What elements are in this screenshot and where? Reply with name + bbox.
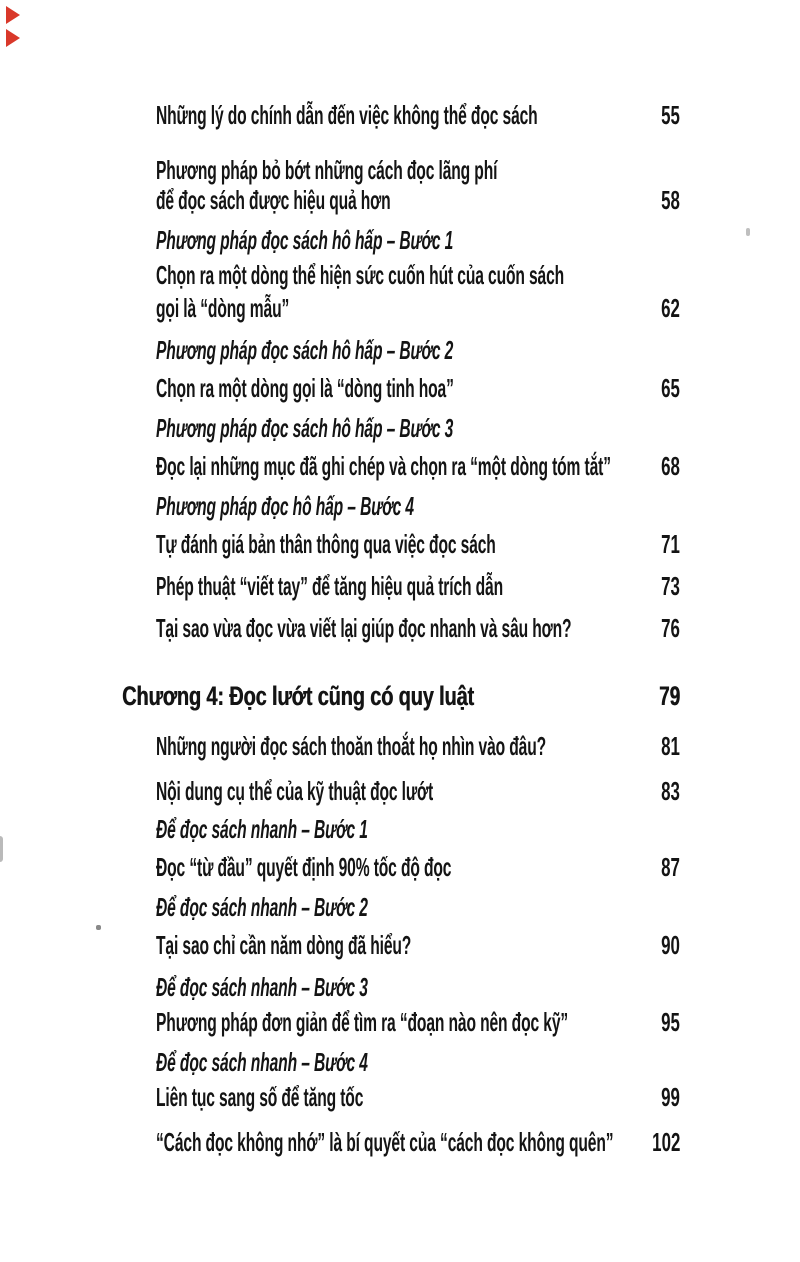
- toc-step-label: Phương pháp đọc sách hô hấp – Bước 2: [156, 335, 454, 365]
- toc-entry-title: Những lý do chính dẫn đến việc không thể đọc sách: [156, 100, 538, 130]
- toc-entry-title: “Cách đọc không nhớ” là bí quyết của “cách đọc không quên”: [156, 1127, 614, 1157]
- toc-entry-page-number: 65: [661, 373, 680, 403]
- toc-entry-page-number: 73: [661, 571, 680, 601]
- toc-entry-title: Những người đọc sách thoăn thoắt họ nhìn vào đâu?: [156, 731, 547, 761]
- toc-step-row: [0, 491, 800, 521]
- toc-entry-page-number: 83: [661, 776, 680, 806]
- toc-entry-row: [0, 1082, 800, 1112]
- toc-entry-page-number: 62: [661, 293, 680, 323]
- toc-entry-page-number: 55: [661, 100, 680, 130]
- toc-entry-row: [0, 529, 800, 559]
- toc-entry-page-number: 81: [661, 731, 680, 761]
- toc-entry-row: [0, 1007, 800, 1037]
- toc-step-row: [0, 413, 800, 443]
- toc-entry-title: Chọn ra một dòng thể hiện sức cuốn hút của cuốn sách: [156, 260, 565, 290]
- red-triangle-icon: [6, 29, 20, 47]
- toc-entry-row: [0, 155, 800, 185]
- toc-step-label: Phương pháp đọc sách hô hấp – Bước 1: [156, 225, 454, 255]
- toc-step-row: [0, 1047, 800, 1077]
- toc-entry-title: Nội dung cụ thể của kỹ thuật đọc lướt: [156, 776, 434, 806]
- toc-entry-row: [0, 260, 800, 290]
- toc-entry-title: Phép thuật “viết tay” để tăng hiệu quả trích dẫn: [156, 571, 504, 601]
- red-corner-marks: [6, 6, 20, 52]
- toc-entry-row: [0, 571, 800, 601]
- toc-entry-row: [0, 1127, 800, 1157]
- toc-step-label: Phương pháp đọc sách hô hấp – Bước 3: [156, 413, 454, 443]
- toc-entry-page-number: 87: [661, 852, 680, 882]
- toc-entry-row: [0, 776, 800, 806]
- toc-entry-page-number: 95: [661, 1007, 680, 1037]
- toc-step-label: Để đọc sách nhanh – Bước 1: [156, 814, 368, 844]
- toc-entry-page-number: 58: [661, 185, 680, 215]
- toc-entry-row: [0, 373, 800, 403]
- toc-entry-title: Đọc lại những mục đã ghi chép và chọn ra “một dòng tóm tắt”: [156, 451, 611, 481]
- toc-step-row: [0, 892, 800, 922]
- toc-entry-page-number: 76: [661, 613, 680, 643]
- toc-entry-page-number: 99: [661, 1082, 680, 1112]
- toc-entry-title: gọi là “dòng mẫu”: [156, 293, 290, 323]
- toc-step-label: Phương pháp đọc hô hấp – Bước 4: [156, 491, 414, 521]
- toc-entry-page-number: 71: [661, 529, 680, 559]
- toc-step-row: [0, 814, 800, 844]
- toc-entry-title: Tại sao vừa đọc vừa viết lại giúp đọc nhanh và sâu hơn?: [156, 613, 572, 643]
- toc-entry-title: Liên tục sang số để tăng tốc: [156, 1082, 364, 1112]
- toc-entry-title: Tự đánh giá bản thân thông qua việc đọc sách: [156, 529, 496, 559]
- toc-entry-title: để đọc sách được hiệu quả hơn: [156, 185, 391, 215]
- toc-entry-row: [0, 100, 800, 130]
- toc-step-label: Để đọc sách nhanh – Bước 2: [156, 892, 368, 922]
- toc-entry-page-number: 90: [661, 930, 680, 960]
- toc-step-row: [0, 225, 800, 255]
- toc-entry-title: Đọc “từ đầu” quyết định 90% tốc độ đọc: [156, 852, 452, 882]
- toc-entry-row: [0, 930, 800, 960]
- toc-entry-row: [0, 613, 800, 643]
- toc-step-row: [0, 972, 800, 1002]
- toc-chapter-page-number: 79: [658, 681, 680, 711]
- toc-step-row: [0, 335, 800, 365]
- toc-chapter-title: Chương 4: Đọc lướt cũng có quy luật: [122, 681, 474, 711]
- red-triangle-icon: [6, 6, 20, 24]
- toc-entry-title: Tại sao chỉ cần năm dòng đã hiểu?: [156, 930, 412, 960]
- toc-entry-row: [0, 731, 800, 761]
- toc-entry-row: [0, 852, 800, 882]
- toc-step-label: Để đọc sách nhanh – Bước 3: [156, 972, 368, 1002]
- toc-chapter-row: [0, 681, 800, 711]
- toc-entry-page-number: 102: [651, 1127, 680, 1157]
- toc-list: [0, 100, 800, 1157]
- toc-entry-title: Chọn ra một dòng gọi là “dòng tinh hoa”: [156, 373, 454, 403]
- toc-entry-row: [0, 293, 800, 323]
- toc-entry-title: Phương pháp bỏ bớt những cách đọc lãng phí: [156, 155, 498, 185]
- toc-entry-row: [0, 185, 800, 215]
- toc-entry-title: Phương pháp đơn giản để tìm ra “đoạn nào nên đọc kỹ”: [156, 1007, 569, 1037]
- toc-step-label: Để đọc sách nhanh – Bước 4: [156, 1047, 368, 1077]
- toc-entry-page-number: 68: [661, 451, 680, 481]
- toc-entry-row: [0, 451, 800, 481]
